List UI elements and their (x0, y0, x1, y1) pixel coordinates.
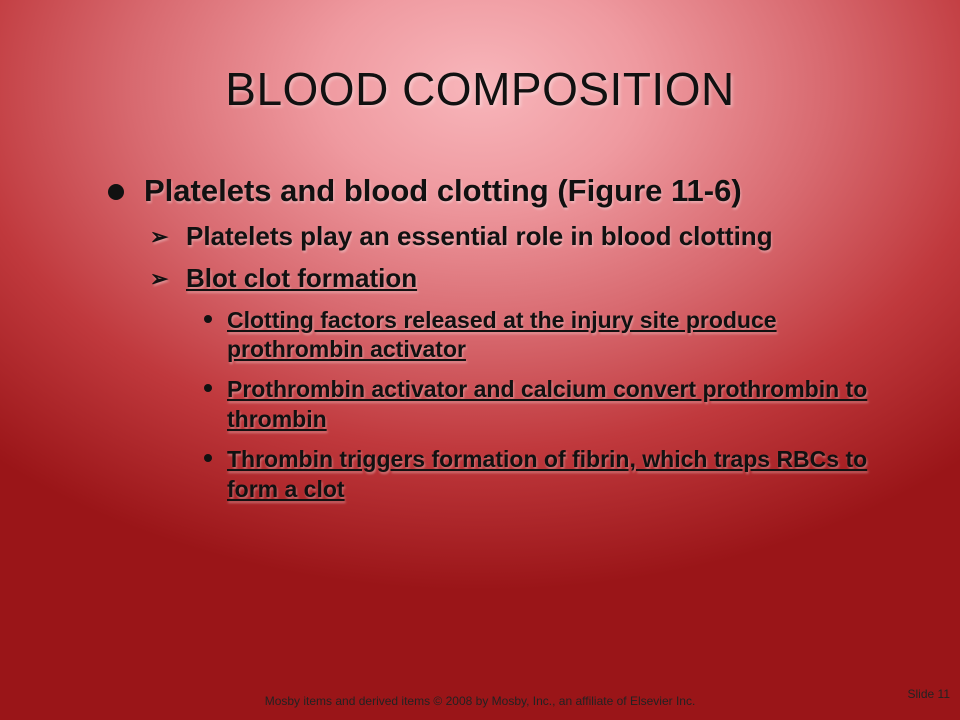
copyright-footer: Mosby items and derived items © 2008 by Mosby, Inc., an affiliate of Elsevier Inc. (264, 694, 696, 708)
bullet-text: Platelets play an essential role in blood clotting (186, 221, 773, 252)
bullet-list (100, 172, 880, 515)
small-dot-icon (204, 384, 212, 392)
bullet-level2-link (100, 263, 880, 294)
filled-circle-icon (108, 184, 124, 200)
bullet-level3 (100, 306, 880, 366)
slide-title: BLOOD COMPOSITION (225, 63, 735, 115)
bullet-link-text[interactable]: Prothrombin activator and calcium convert prothrombin to thrombin (227, 376, 868, 433)
arrowhead-icon: ➢ (150, 224, 169, 250)
bullet-level1 (100, 172, 880, 209)
bullet-level2 (100, 221, 880, 252)
bullet-text: Platelets and blood clotting (Figure 11-6) (144, 173, 742, 208)
arrowhead-icon: ➢ (150, 266, 169, 292)
small-dot-icon (204, 315, 212, 323)
bullet-link-text[interactable]: Clotting factors released at the injury site produce prothrombin activator (227, 306, 777, 363)
small-dot-icon (204, 454, 212, 462)
bullet-link-text[interactable]: Blot clot formation (186, 263, 418, 294)
slide-number: Slide 11 (907, 687, 950, 701)
bullet-link-text[interactable]: Thrombin triggers formation of fibrin, which traps RBCs to form a clot (227, 446, 868, 503)
bullet-level3 (100, 445, 880, 505)
bullet-level3 (100, 375, 880, 435)
